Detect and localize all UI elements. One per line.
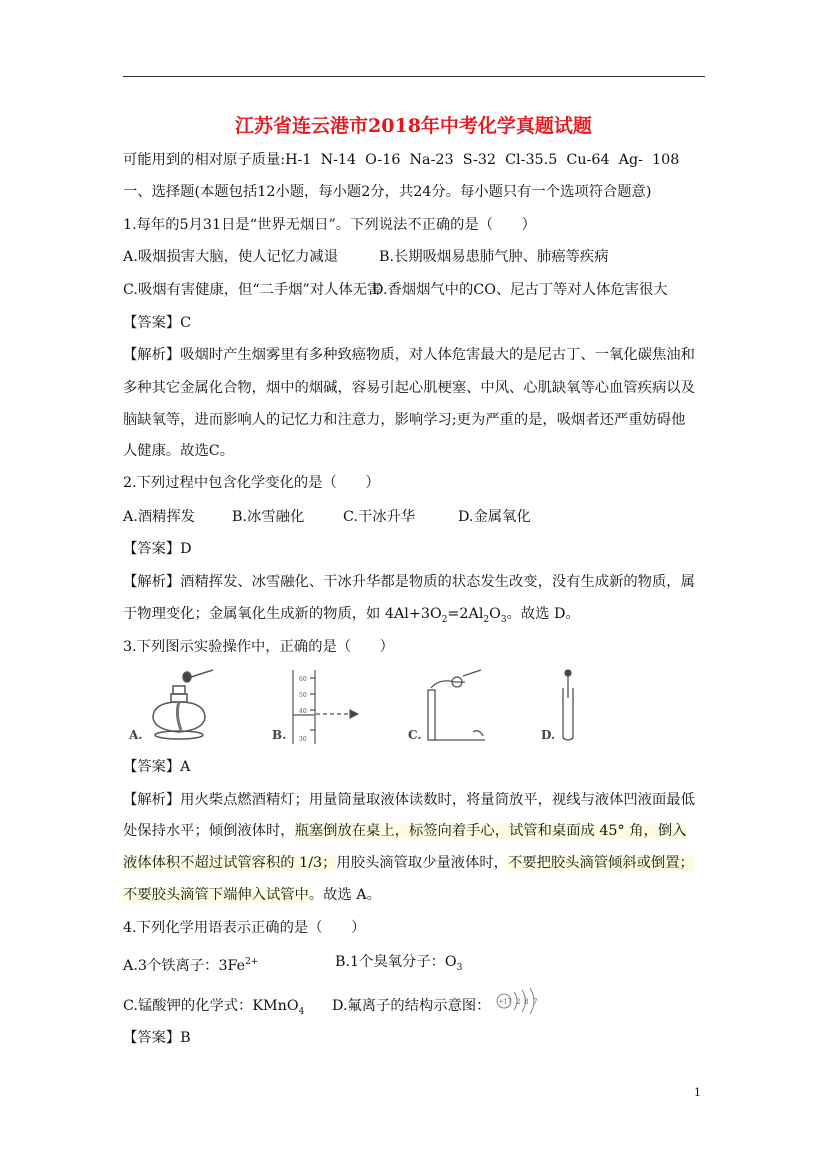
q4-option-c <box>123 996 304 1022</box>
subscript: 3 <box>500 614 507 625</box>
q4-stem: 4.下列化学用语表示正确的是（ ） <box>123 920 366 936</box>
tick-label: 40 <box>299 708 307 715</box>
q3-stem: 3.下列图示实验操作中，正确的是（ ） <box>123 639 394 655</box>
q2-option-a: A.酒精挥发 <box>123 509 196 525</box>
q2-analysis-line <box>123 604 580 630</box>
dropper-icon <box>553 668 583 743</box>
text: B.1个臭氧分子：O <box>335 954 457 970</box>
q3-figure <box>123 668 703 748</box>
text: =2Al <box>447 606 484 622</box>
q2-answer: 【答案】D <box>123 541 192 557</box>
atom-structure-diagram <box>496 988 546 1014</box>
figure-label-d: D. <box>541 728 556 742</box>
q3-analysis-line <box>123 853 694 873</box>
text: A.3个铁离子：3Fe <box>123 957 246 974</box>
q1-analysis-line: 人健康。故选C。 <box>123 443 235 459</box>
text: C.锰酸钾的化学式：KMnO <box>123 998 299 1014</box>
q1-option-d: D.香烟烟气中的CO、尼古丁等对人体危害很大 <box>372 282 668 298</box>
tick-label: 30 <box>299 736 307 743</box>
text: 处保持水平；倾倒液体时， <box>123 823 295 839</box>
atomic-masses: 可能用到的相对原子质量:H-1 N-14 O-16 Na-23 S-32 Cl-35.5 Cu-64 Ag- 108 <box>123 152 680 168</box>
q2-option-c: C.干冰升华 <box>343 509 416 525</box>
q1-option-a: A.吸烟损害大脑，使人记忆力减退 <box>123 249 339 265</box>
tick-label: 50 <box>299 692 307 699</box>
highlighted-text: 液体体积不超过试管容积的 1/3； <box>123 855 337 871</box>
nucleus-charge: +17 <box>498 998 512 1006</box>
superscript: 2+ <box>245 957 259 967</box>
highlighted-text: 不要把胶头滴管倾斜或倒置； <box>507 855 694 871</box>
q2-stem: 2.下列过程中包含化学变化的是（ ） <box>123 475 380 491</box>
q4-option-a <box>123 952 258 976</box>
text: 于物理变化；金属氧化生成新的物质，如 4Al+3O <box>123 606 442 622</box>
q4-option-d <box>332 996 546 1016</box>
shell-electrons: 7 <box>533 998 538 1006</box>
shell-electrons: 8 <box>524 998 529 1006</box>
text: D.氟离子的结构示意图： <box>332 998 491 1014</box>
cylinder-tick-labels <box>288 670 328 746</box>
q1-answer: 【答案】C <box>123 315 192 331</box>
q3-analysis-line <box>123 821 686 841</box>
figure-label-c: C. <box>408 728 422 742</box>
figure-label-b: B. <box>272 728 287 742</box>
section-heading: 一、选择题(本题包括12小题，每小题2分，共24分。每小题只有一个选项符合题意) <box>123 184 652 200</box>
q3-analysis-line: 【解析】用火柴点燃酒精灯；用量筒量取液体读数时，将量筒放平，视线与液体凹液面最低 <box>123 792 695 808</box>
subscript: 3 <box>456 962 463 973</box>
subscript: 2 <box>483 614 490 625</box>
q4-option-b <box>335 952 462 978</box>
q3-analysis-line <box>123 885 381 905</box>
q1-stem: 1.每年的5月31日是“世界无烟日”。下列说法不正确的是（ ） <box>123 217 536 233</box>
subscript: 2 <box>441 614 448 625</box>
q4-answer: 【答案】B <box>123 1030 191 1046</box>
q3-answer: 【答案】A <box>123 759 191 775</box>
text: O <box>489 606 501 622</box>
page-title: 江苏省连云港市2018年中考化学真题试题 <box>235 115 592 137</box>
q1-analysis-line: 多种其它金属化合物，烟中的烟碱，容易引起心肌梗塞、中风、心肌缺氧等心血管疾病以及 <box>123 380 695 396</box>
page-number: 1 <box>694 1086 701 1099</box>
q1-option-b: B.长期吸烟易患肺气肿、肺癌等疾病 <box>379 249 609 265</box>
tick-label: 60 <box>299 676 307 683</box>
pouring-liquid-icon <box>423 668 493 743</box>
q1-analysis-line: 【解析】吸烟时产生烟雾里有多种致癌物质，对人体危害最大的是尼古丁、一氧化碳焦油和 <box>123 347 695 363</box>
figure-label-a: A. <box>129 728 143 742</box>
q2-analysis-line: 【解析】酒精挥发、冰雪融化、干冰升华都是物质的状态发生改变，没有生成新的物质，属 <box>123 574 695 590</box>
q1-option-c: C.吸烟有害健康，但“二手烟”对人体无害 <box>123 282 382 298</box>
highlighted-text: 不要胶头滴管下端伸入试管中 <box>123 887 309 903</box>
shell-electrons: 2 <box>516 998 521 1006</box>
alcohol-lamp-icon <box>143 668 213 743</box>
q2-option-b: B.冰雪融化 <box>232 509 305 525</box>
highlighted-text: 瓶塞倒放在桌上，标签向着手心，试管和桌面成 45° 角，倒入 <box>294 823 687 839</box>
subscript: 4 <box>298 1006 305 1017</box>
q1-analysis-line: 脑缺氧等，进而影响人的记忆力和注意力，影响学习;更为严重的是，吸烟者还严重妨碍他 <box>123 412 686 428</box>
text: 用胶头滴管取少量液体时， <box>336 855 508 871</box>
text: 。故选 A。 <box>308 887 381 903</box>
header-rule <box>123 76 705 77</box>
text: 。故选 D。 <box>506 606 580 622</box>
q2-option-d: D.金属氧化 <box>458 509 531 525</box>
